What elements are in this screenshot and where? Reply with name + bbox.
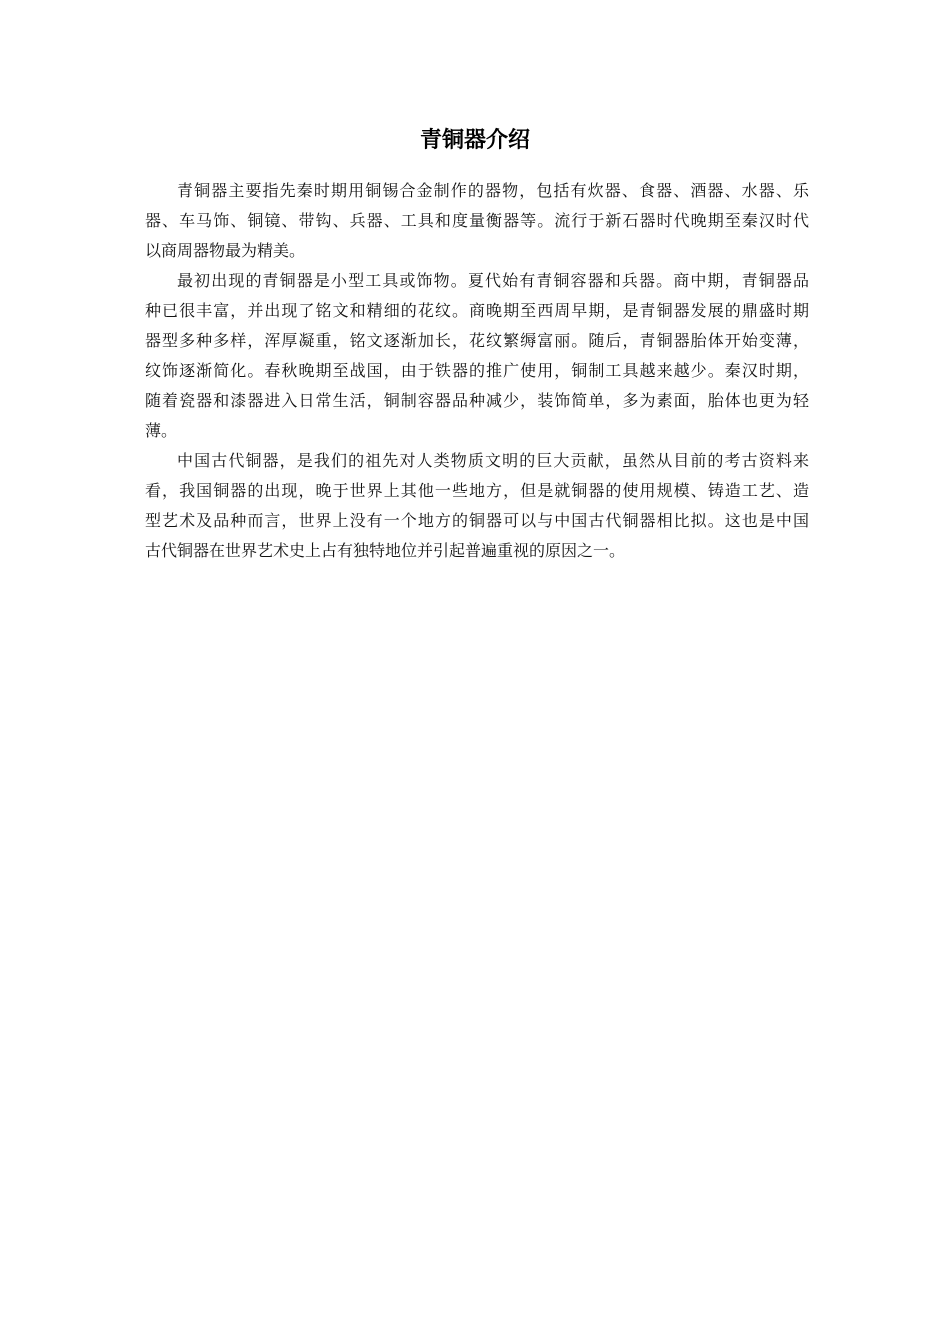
text-line: 青铜器主要指先秦时期用铜锡合金制作的器物，包括有炊器、食器、酒器、水器、乐 <box>177 181 809 200</box>
text-line: 器型多种多样，浑厚凝重，铭文逐渐加长，花纹繁缛富丽。随后，青铜器胎体开始变薄， <box>145 331 809 350</box>
text-line: 以商周器物最为精美。 <box>145 241 306 260</box>
text-line: 中国古代铜器，是我们的祖先对人类物质文明的巨大贡献，虽然从目前的考古资料来 <box>177 451 809 470</box>
text-line: 种已很丰富，并出现了铭文和精细的花纹。商晚期至西周早期，是青铜器发展的鼎盛时期 <box>145 301 809 320</box>
paragraph-1 <box>145 176 809 266</box>
text-line: 最初出现的青铜器是小型工具或饰物。夏代始有青铜容器和兵器。商中期，青铜器品 <box>177 271 809 290</box>
paragraph-3 <box>145 446 809 566</box>
document-title: 青铜器介绍 <box>419 128 530 153</box>
document-body <box>145 176 809 566</box>
text-line: 看，我国铜器的出现，晚于世界上其他一些地方，但是就铜器的使用规模、铸造工艺、造 <box>145 481 809 500</box>
text-line: 古代铜器在世界艺术史上占有独特地位并引起普遍重视的原因之一。 <box>145 541 626 560</box>
text-line: 纹饰逐渐简化。春秋晚期至战国，由于铁器的推广使用，铜制工具越来越少。秦汉时期， <box>145 361 809 380</box>
text-line: 器、车马饰、铜镜、带钩、兵器、工具和度量衡器等。流行于新石器时代晚期至秦汉时代 <box>145 211 809 230</box>
text-line: 薄。 <box>145 421 178 440</box>
text-line: 随着瓷器和漆器进入日常生活，铜制容器品种减少，装饰简单，多为素面，胎体也更为轻 <box>145 391 809 410</box>
text-line: 型艺术及品种而言，世界上没有一个地方的铜器可以与中国古代铜器相比拟。这也是中国 <box>145 511 809 530</box>
paragraph-2 <box>145 266 809 446</box>
